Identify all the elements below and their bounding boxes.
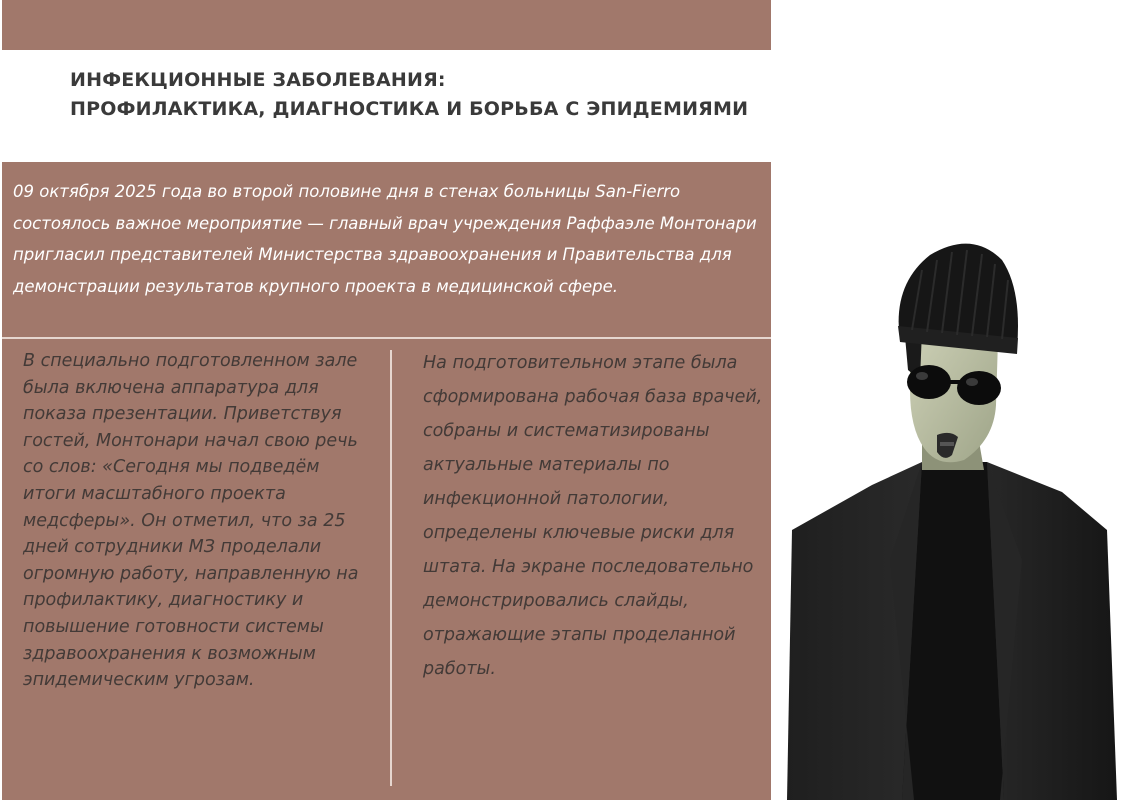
right-column-text: На подготовительном этапе была сформирована рабочая база врачей, собраны и систематизированы актуальные материалы по инфекционной патологии, определены ключевые риски для штата. На экране последовательно демонстрировались слайды, отражающие этапы проделанной работы. [423, 353, 763, 679]
horizontal-divider [2, 337, 771, 339]
doctor-portrait-figure [772, 230, 1132, 800]
headline-line-2: ПРОФИЛАКТИКА, ДИАГНОСТИКА И БОРЬБА С ЭПИДЕМИЯМИ [70, 98, 749, 120]
article-headline [70, 66, 770, 124]
beanie-hat [898, 244, 1018, 354]
lead-paragraph: 09 октября 2025 года во второй половине дня в стенах больницы San-Fierro состоялось важное мероприятие — главный врач учреждения Раффаэле Монтонари пригласил представителей Министерства здравоохранения и Правительства для демонстрации результатов крупного проекта в медицинской сфере. [13, 182, 757, 296]
column-divider [390, 350, 392, 786]
left-column-text: В специально подготовленном зале была включена аппаратура для показа презентации. Приветствуя гостей, Монтонари начал свою речь со слов: «Сегодня мы подведём итоги масштабного проекта медсферы». Он отметил, что за 25 дней сотрудники МЗ проделали огромную работу, направленную на профилактику, диагностику и повышение готовности системы здравоохранения к возможным эпидемическим угрозам. [23, 351, 359, 691]
headline-line-1: ИНФЕКЦИОННЫЕ ЗАБОЛЕВАНИЯ: [70, 69, 446, 91]
top-color-band [2, 0, 771, 50]
